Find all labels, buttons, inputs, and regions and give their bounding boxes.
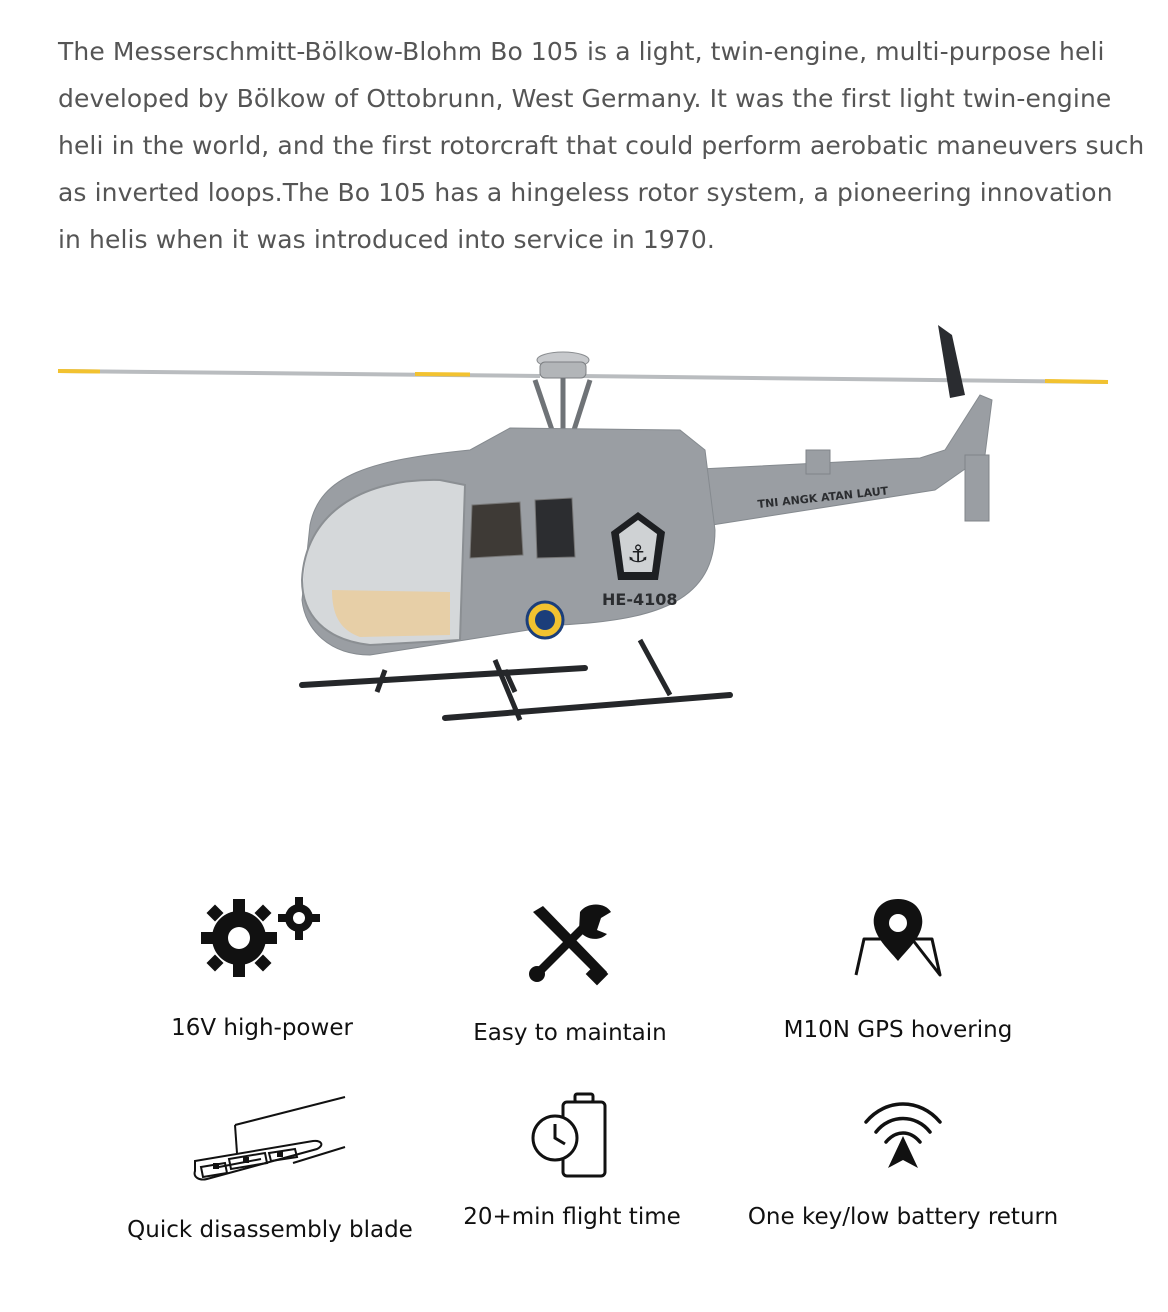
feature-return: [743, 1096, 1063, 1230]
feature-label: 16V high-power: [171, 1015, 353, 1041]
description-line: developed by Bölkow of Ottobrunn, West Germany. It was the first light twin-engine: [58, 84, 1112, 113]
description-line: as inverted loops.The Bo 105 has a hingeless rotor system, a pioneering innovation: [58, 178, 1113, 207]
feature-power: [102, 893, 422, 1041]
svg-text:⚓: ⚓: [627, 540, 649, 568]
feature-label: One key/low battery return: [747, 1204, 1059, 1230]
feature-label: Easy to maintain: [473, 1020, 667, 1046]
description-line: in helis when it was introduced into service in 1970.: [58, 225, 715, 254]
clock-battery-icon: [527, 1090, 617, 1182]
feature-blade: [110, 1093, 430, 1243]
description-line: heli in the world, and the first rotorcraft that could perform aerobatic maneuvers such: [58, 131, 1145, 160]
feature-gps: [738, 895, 1058, 1043]
gears-icon: [197, 893, 327, 983]
wrench-screwdriver-icon: [525, 900, 615, 990]
tail-text: TNI ANGK ATAN LAUT: [756, 484, 889, 511]
signal-return-icon: [858, 1096, 948, 1172]
description-text: [58, 28, 1145, 263]
description-line: The Messerschmitt-Bölkow-Blohm Bo 105 is a light, twin-engine, multi-purpose heli: [58, 37, 1105, 66]
helicopter-image: [40, 300, 1130, 770]
feature-label: Quick disassembly blade: [127, 1217, 413, 1243]
feature-flight-time: [412, 1090, 732, 1230]
helicopter-illustration: [40, 300, 1130, 770]
feature-label: M10N GPS hovering: [783, 1017, 1013, 1043]
feature-label: 20+min flight time: [463, 1204, 681, 1230]
feature-maintain: [410, 900, 730, 1046]
map-pin-icon: [850, 895, 946, 985]
registration-text: HE-4108: [602, 590, 678, 609]
rotor-blade-icon: [185, 1093, 355, 1193]
